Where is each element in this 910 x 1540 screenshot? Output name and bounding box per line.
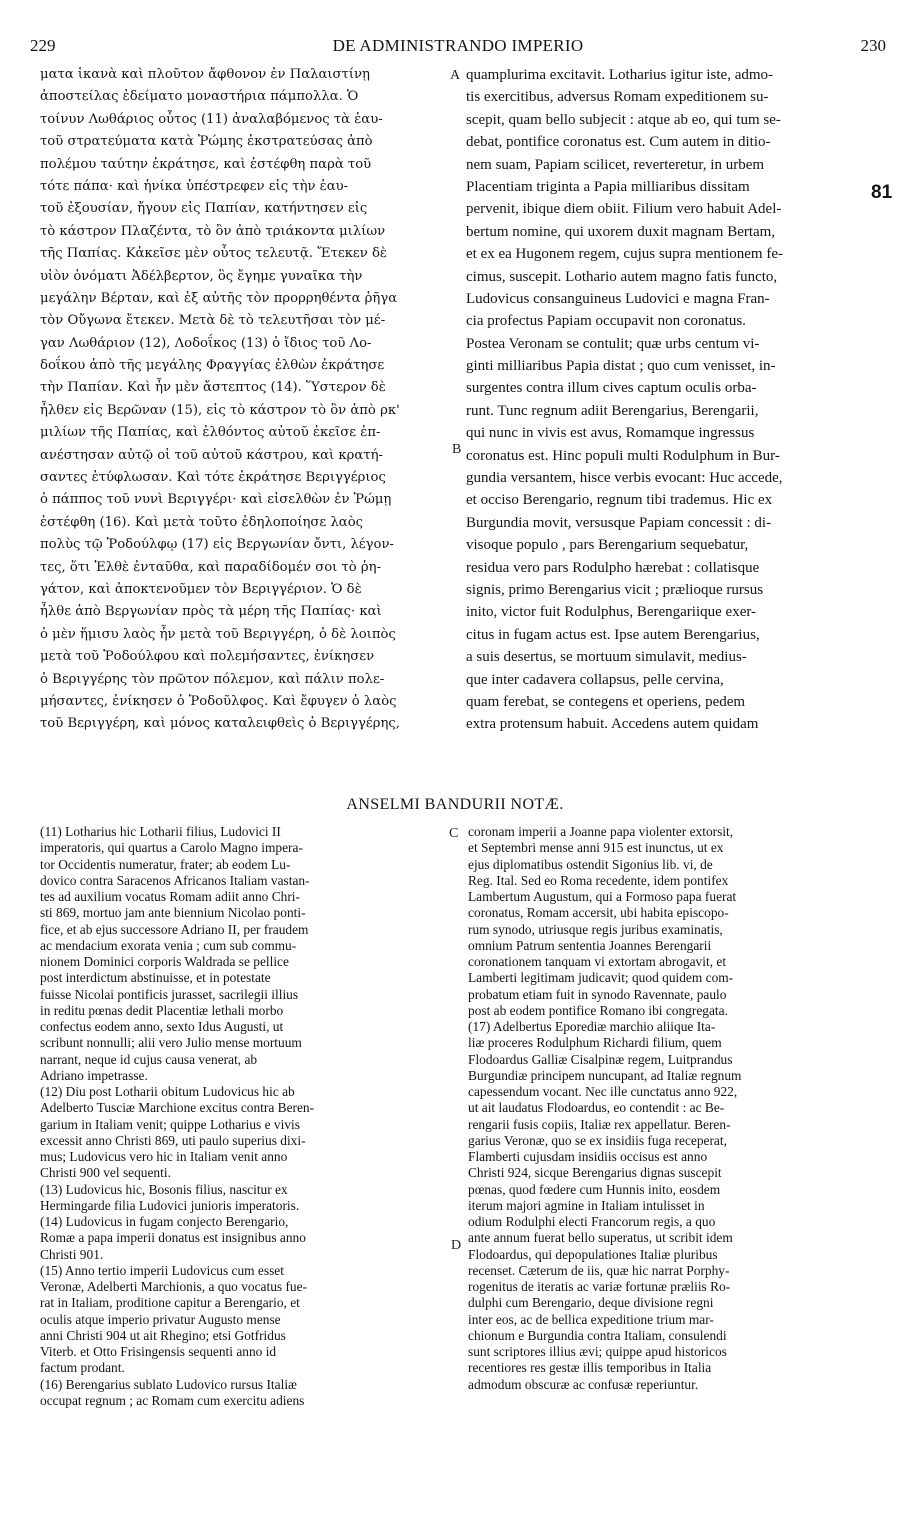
note-line: recenset. Cæterum de iis, quæ hic narrat Porphy- bbox=[468, 1262, 730, 1278]
note-line: fice, et ab ejus successore Adriano II, per fraudem bbox=[40, 921, 309, 937]
latin-text-line: cimus, suscepit. Lothario autem magno fatis functo, bbox=[466, 268, 778, 285]
latin-text-line: tis exercitibus, adversus Romam expeditionem su- bbox=[466, 89, 769, 106]
latin-text-line: pervenit, ibique diem obiit. Filium vero habuit Adel- bbox=[466, 201, 782, 218]
note-line: coronam imperii a Joanne papa violenter extorsit, bbox=[468, 824, 734, 839]
latin-text-line: ginti milliaribus Papia distat ; quo cum venisset, in- bbox=[466, 358, 776, 375]
running-head bbox=[30, 36, 886, 62]
note-line: dovico contra Saracenos Africanos Italiam vastan- bbox=[40, 872, 310, 888]
note-line: excessit anno Christi 869, uti paulo superius dixi- bbox=[40, 1132, 306, 1148]
greek-text-line: μετὰ τοῦ Ῥοδούλφου καὶ πολεμήσαντες, ἐνίκησεν bbox=[40, 649, 375, 665]
greek-text-line: μεγάλην Βέρταν, καὶ ἐξ αὐτῆς τὸν προρρηθέντα ῥῆγα bbox=[40, 290, 398, 306]
latin-text-line: debat, pontifice coronatus est. Cum autem in ditio- bbox=[466, 134, 771, 151]
note-line: Christi 901. bbox=[40, 1246, 104, 1262]
note-line: tes ad auxilium vocatus Romam adiit anno Chri- bbox=[40, 889, 300, 904]
note-line: recentiores res gestæ illis temporibus in Italia bbox=[468, 1360, 712, 1376]
note-line: Christi 900 vel sequenti. bbox=[40, 1165, 171, 1181]
note-line: nionem Dominici corporis Waldrada se pellice bbox=[40, 954, 289, 969]
greek-text-line: τοῦ Βεριγγέρη, καὶ μόνος καταλειφθεὶς ὁ Βεριγγέρης, bbox=[40, 716, 400, 732]
note-line: rengarii fusis copiis, Italiæ rex appellatur. Beren- bbox=[468, 1116, 731, 1132]
latin-text-line: quamplurima excitavit. Lotharius igitur iste, admo- bbox=[466, 67, 774, 83]
note-line: garius Veronæ, quo se ex insidiis fuga receperat, bbox=[468, 1132, 727, 1148]
latin-text-line: Postea Veronam se contulit; quæ urbs centum vi- bbox=[466, 335, 760, 352]
latin-text-line: runt. Tunc regnum adiit Berengarius, Berengarii, bbox=[466, 402, 759, 419]
note-line: admodum obscuræ ac confusæ reperiuntur. bbox=[468, 1376, 699, 1392]
greek-text-line: ὁ μὲν ἥμισυ λαὸς ἦν μετὰ τοῦ Βεριγγέρη, ὁ δὲ λοιπὸς bbox=[40, 626, 396, 642]
note-line: factum prodant. bbox=[40, 1360, 125, 1376]
greek-text-line: μήσαντες, ἐνίκησεν ὁ Ῥοδοῦλφος. Καὶ ἔφυγεν ὁ λαὸς bbox=[40, 693, 397, 709]
note-line: ante annum fuerat bello superatus, ut scribit idem bbox=[468, 1230, 733, 1246]
greek-text-line: δοΐκου ἀπὸ τῆς μεγάλης Φραγγίας ἐλθὼν ἐκράτησε bbox=[40, 358, 385, 374]
note-line: post interdictum abstinuisse, et in potestate bbox=[40, 970, 271, 986]
greek-text-line: ανέστησαν αὐτῷ οἱ τοῦ αὐτοῦ κάστρου, καὶ κρατή- bbox=[40, 447, 383, 463]
note-line: Adelberto Tusciæ Marchione excitus contra Beren- bbox=[40, 1100, 315, 1116]
note-line: in reditu pœnas dedit Placentiæ lethali morbo bbox=[40, 1002, 284, 1018]
note-line: liæ proceres Rodulphum Richardi filium, quem bbox=[468, 1035, 722, 1051]
note-line: mus; Ludovicus vero hic in Italiam venit anno bbox=[40, 1149, 288, 1164]
note-line: (12) Diu post Lotharii obitum Ludovicus hic ab bbox=[40, 1084, 295, 1099]
greek-text-line: τοῦ ἐξουσίαν, ἤγουν εἰς Παπίαν, κατήντησεν εἰς bbox=[40, 201, 368, 217]
note-line: rat in Italiam, proditione capitur a Berengario, et bbox=[40, 1295, 300, 1311]
note-line: Flamberti cujusdam insidiis occisus est anno bbox=[468, 1149, 708, 1164]
note-line: Lamberti legitimam judicavit; quod quidem com- bbox=[468, 970, 734, 986]
note-line: scribunt nonnulli; alii vero Julio mense mortuum bbox=[40, 1035, 302, 1051]
note-line: coronationem tanquam vi extortam abrogavit, et bbox=[468, 954, 727, 969]
margin-number: 81 bbox=[871, 182, 893, 203]
note-line: dulphi cum Berengario, deque divisione regni bbox=[468, 1295, 714, 1311]
greek-text-line: τῆς Παπίας. Κἀκεῖσε μὲν οὗτος τελευτᾷ. Ἔτεκεν δὲ bbox=[40, 246, 387, 262]
note-line: occupat regnum ; ac Romam cum exercitu adiens bbox=[40, 1392, 305, 1408]
note-line: ut ait laudatus Flodoardus, eo contendit : ac Be- bbox=[468, 1100, 725, 1116]
greek-text-line: τὴν Παπίαν. Καὶ ἦν μὲν ἄστεπτος (14). Ὕστερον δὲ bbox=[40, 380, 386, 396]
greek-text-line: τὸν Οὔγωνα ἔτεκεν. Μετὰ δὲ τὸ τελευτῆσαι τὸν μέ- bbox=[40, 313, 386, 329]
note-line: (16) Berengarius sublato Ludovico rursus Italiæ bbox=[40, 1376, 297, 1392]
latin-text-line: inito, victor fuit Rodulphus, Berengariique exer- bbox=[466, 604, 757, 621]
note-line: rogenitus de iteratis ac variæ fortunæ præliis Ro- bbox=[468, 1279, 731, 1294]
latin-text-line: Burgundia movit, versusque Papiam concessit : di- bbox=[466, 514, 772, 531]
note-line: Viterb. et Otto Frisingensis sequenti anno id bbox=[40, 1344, 277, 1359]
latin-text-line: nem suam, Papiam scilicet, reverteretur, in urbem bbox=[466, 156, 765, 173]
note-line: capessendum vocant. Nec ille cunctatus anno 922, bbox=[468, 1084, 738, 1099]
greek-text-line: ἀποστείλας ἐδείματο μοναστήρια πάμπολλα. Ὁ bbox=[40, 89, 359, 105]
note-line: ac mendacium exorata venia ; cum sub commu- bbox=[40, 937, 297, 953]
greek-text-line: μιλίων τῆς Παπίας, καὶ ἐλθόντος αὐτοῦ ἐκεῖσε ἐπ- bbox=[40, 425, 381, 441]
greek-text-line: πολέμου ταύτην ἐκράτησε, καὶ ἐστέφθη παρὰ τοῦ bbox=[40, 156, 372, 172]
note-line: sunt scriptores illius ævi; quippe apud historicos bbox=[468, 1344, 727, 1359]
column-marker-c: C bbox=[449, 826, 459, 841]
column-marker-b: B bbox=[452, 442, 462, 457]
greek-text-line: ὁ Βεριγγέρης τὸν πρῶτον πόλεμον, καὶ πάλιν πολε- bbox=[40, 671, 385, 687]
greek-text-line: τότε πάπα· καὶ ἡνίκα ὑπέστρεφεν εἰς τὴν ἑαυ- bbox=[40, 178, 349, 194]
note-line: et Septembri mense anni 915 est inunctus, ut ex bbox=[468, 840, 724, 856]
latin-text-line: Ludovicus consanguineus Ludovici e magna Fran- bbox=[466, 290, 770, 307]
note-line: (11) Lotharius hic Lotharii filius, Ludovici II bbox=[40, 824, 281, 839]
greek-text-line: τὸ κάστρον Πλαζέντα, τὸ ὂν ἀπὸ τριάκοντα μιλίων bbox=[40, 223, 386, 239]
note-line: pœnas, quod fœdere cum Hunnis inito, eosdem bbox=[468, 1181, 721, 1197]
greek-text-line: ἐστέφθη (16). Καὶ μετὰ τοῦτο ἐδηλοποίησε λαὸς bbox=[40, 514, 364, 530]
page-number-right: 230 bbox=[860, 36, 886, 55]
latin-text-line: coronatus est. Hinc populi multi Rodulphum in Bur- bbox=[466, 447, 780, 464]
note-line: (14) Ludovicus in fugam conjecto Berengario, bbox=[40, 1214, 289, 1229]
column-marker-a: A bbox=[450, 68, 461, 83]
column-marker-d: D bbox=[451, 1238, 462, 1253]
latin-text-line: surgentes contra illum cives captum oculis orba- bbox=[466, 380, 757, 397]
greek-text-line: τοίνυν Λωθάριος οὗτος (11) ἀναλαβόμενος τὰ ἑαυ- bbox=[40, 111, 383, 127]
latin-text-line: qui nunc in vivis est avus, Romamque ingressus bbox=[466, 425, 755, 442]
note-line: post ab eodem pontifice Romano ibi congregata. bbox=[468, 1002, 728, 1018]
greek-text-line: τες, ὅτι Ἐλθὲ ἐνταῦθα, καὶ παραδίδομέν σοι τὸ ῥη- bbox=[40, 559, 382, 575]
latin-text-line: que inter cadavera collapsus, pelle cervina, bbox=[466, 671, 724, 688]
latin-text-line: extra protensum habuit. Accedens autem quidam bbox=[466, 716, 759, 733]
latin-text-line: signis, primo Berengarius vicit ; prælioque rursus bbox=[466, 581, 764, 598]
note-line: imperatoris, qui quartus a Carolo Magno impera- bbox=[40, 840, 303, 856]
latin-text-column bbox=[466, 64, 886, 736]
latin-text-line: Placentiam triginta a Papia milliaribus dissitam bbox=[466, 178, 750, 195]
note-line: Veronæ, Adelberti Marchionis, a quo vocatus fue- bbox=[40, 1279, 308, 1294]
latin-text-line: et occiso Berengario, regnum tibi trademus. Hic ex bbox=[466, 492, 773, 509]
latin-text-line: gundia versantem, hisce verbis evocant: Huc accede, bbox=[466, 470, 783, 487]
latin-text-line: bertum nomine, qui uxorem duxit magnam Bertam, bbox=[466, 223, 776, 240]
latin-text-line: quam ferebat, se contegens et operiens, pedem bbox=[466, 693, 746, 710]
note-line: Adriano impetrasse. bbox=[40, 1067, 148, 1083]
note-line: Lambertum Augustum, qui a Formoso papa fuerat bbox=[468, 889, 737, 904]
note-line: confectus eodem anno, sexto Idus Augusti, ut bbox=[40, 1019, 284, 1034]
note-line: (15) Anno tertio imperii Ludovicus cum esset bbox=[40, 1262, 284, 1278]
latin-text-line: scepit, quam bello subjecit : atque ab eo, qui tum se- bbox=[466, 111, 781, 128]
note-line: anni Christi 904 ut ait Rhegino; etsi Gotfridus bbox=[40, 1327, 286, 1343]
greek-text-line: ὁ πάππος τοῦ νυνὶ Βεριγγέρι· καὶ εἰσελθὼν ἐν Ῥώμῃ bbox=[40, 492, 392, 508]
greek-text-line: τοῦ στρατεύματα κατὰ Ῥώμης ἐκστρατεύσας ἀπὸ bbox=[40, 134, 373, 150]
note-line: rum synodo, utriusque regis juribus examinatis, bbox=[468, 921, 723, 937]
running-title: DE ADMINISTRANDO IMPERIO bbox=[332, 36, 584, 55]
notes-right-column bbox=[468, 824, 886, 1393]
page-number-left: 229 bbox=[30, 36, 56, 55]
note-line: narrant, neque id cujus causa venerat, ab bbox=[40, 1051, 258, 1067]
latin-text-line: cia profectus Papiam occupavit non coronatus. bbox=[466, 313, 746, 330]
note-line: tor Occidentis numeratur, frater; ab eodem Lu- bbox=[40, 856, 291, 872]
latin-text-line: visoque populo , pars Berengarium sequebatur, bbox=[466, 537, 749, 554]
note-line: ejus diplomatibus ostendit Sigonius lib. vi, de bbox=[468, 856, 713, 872]
greek-text-line: ματα ἱκανὰ καὶ πλοῦτον ἄφθονον ἐν Παλαιστίνῃ bbox=[40, 67, 370, 82]
note-line: sti 869, mortuo jam ante biennium Nicolao ponti- bbox=[40, 905, 306, 921]
note-line: Flodoardus Galliæ Cisalpinæ regem, Luitprandus bbox=[468, 1051, 733, 1067]
greek-text-line: ἦλθεν εἰς Βερῶναν (15), εἰς τὸ κάστρον τὸ ὂν ἀπὸ ρκ' bbox=[40, 402, 400, 418]
notes-left-column bbox=[40, 824, 455, 1409]
greek-text-line: γάτον, καὶ ἀποκτενοῦμεν τὸν Βεριγγέριον. Ὁ δὲ bbox=[40, 581, 362, 597]
note-line: (17) Adelbertus Eporediæ marchio aliique Ita- bbox=[468, 1019, 716, 1034]
latin-text-line: citus in fugam actus est. Ipse autem Berengarius, bbox=[466, 626, 760, 643]
greek-text-line: σαντες ἐτύφλωσαν. Καὶ τότε ἐκράτησε Βεριγγέριος bbox=[40, 470, 386, 486]
note-line: omnium Patrum sententia Joannes Berengarii bbox=[468, 937, 712, 953]
note-line: probatum etiam fuit in synodo Ravennate, paulo bbox=[468, 986, 727, 1002]
notes-heading: ANSELMI BANDURII NOTÆ. bbox=[346, 796, 564, 813]
note-line: fuisse Nicolai pontificis jurasset, sacrilegii illius bbox=[40, 986, 299, 1002]
greek-text-line: υἱὸν ὀνόματι Ἀδέλβερτον, ὃς ἔγημε γυναῖκα τὴν bbox=[40, 268, 363, 284]
note-line: oculis atque imperio privatur Augusto mense bbox=[40, 1311, 281, 1327]
note-line: garium in Italiam venit; quippe Lotharius e vivis bbox=[40, 1116, 300, 1132]
note-line: inter eos, ac de bellica expeditione trium mar- bbox=[468, 1311, 714, 1327]
note-line: Hermingarde filia Ludovici junioris imperatoris. bbox=[40, 1197, 300, 1213]
greek-text-line: ἦλθε ἀπὸ Βεργωνίαν πρὸς τὰ μέρη τῆς Παπίας· καὶ bbox=[40, 604, 382, 620]
note-line: Christi 924, sicque Berengarius dignas suscepit bbox=[468, 1165, 722, 1181]
note-line: Reg. Ital. Sed eo Roma recedente, idem pontifex bbox=[468, 872, 729, 888]
latin-text-line: et ex ea Hugonem regem, cujus supra mentionem fe- bbox=[466, 246, 783, 263]
note-line: chionum e Burgundia contra Italiam, consulendi bbox=[468, 1327, 727, 1343]
latin-text-line: residua vero pars Rodulpho hærebat : collatisque bbox=[466, 559, 760, 576]
greek-text-line: γαν Λωθάριον (12), Λοδοΐκος (13) ὁ ἴδιος τοῦ Λο- bbox=[40, 335, 372, 351]
note-line: (13) Ludovicus hic, Bosonis filius, nascitur ex bbox=[40, 1181, 288, 1197]
note-line: coronatus, Romam accersit, ubi habita episcopo- bbox=[468, 905, 729, 921]
latin-text-line: a suis desertus, se mortuum simulavit, medius- bbox=[466, 649, 747, 666]
note-line: odium Rodulphi electi Francorum regis, a quo bbox=[468, 1214, 716, 1229]
note-line: Burgundiæ principem nuncupant, ad Italiæ regnum bbox=[468, 1067, 742, 1083]
greek-text-line: πολὺς τῷ Ῥοδούλφῳ (17) εἰς Βεργωνίαν ὄντι, λέγον- bbox=[40, 537, 394, 553]
note-line: Romæ a papa imperii donatus est insignibus anno bbox=[40, 1230, 306, 1246]
note-line: Flodoardus, qui depopulationes Italiæ pluribus bbox=[468, 1246, 718, 1262]
note-line: iterum majori agmine in Italiam intulisset in bbox=[468, 1197, 705, 1213]
greek-text-column bbox=[40, 64, 455, 736]
